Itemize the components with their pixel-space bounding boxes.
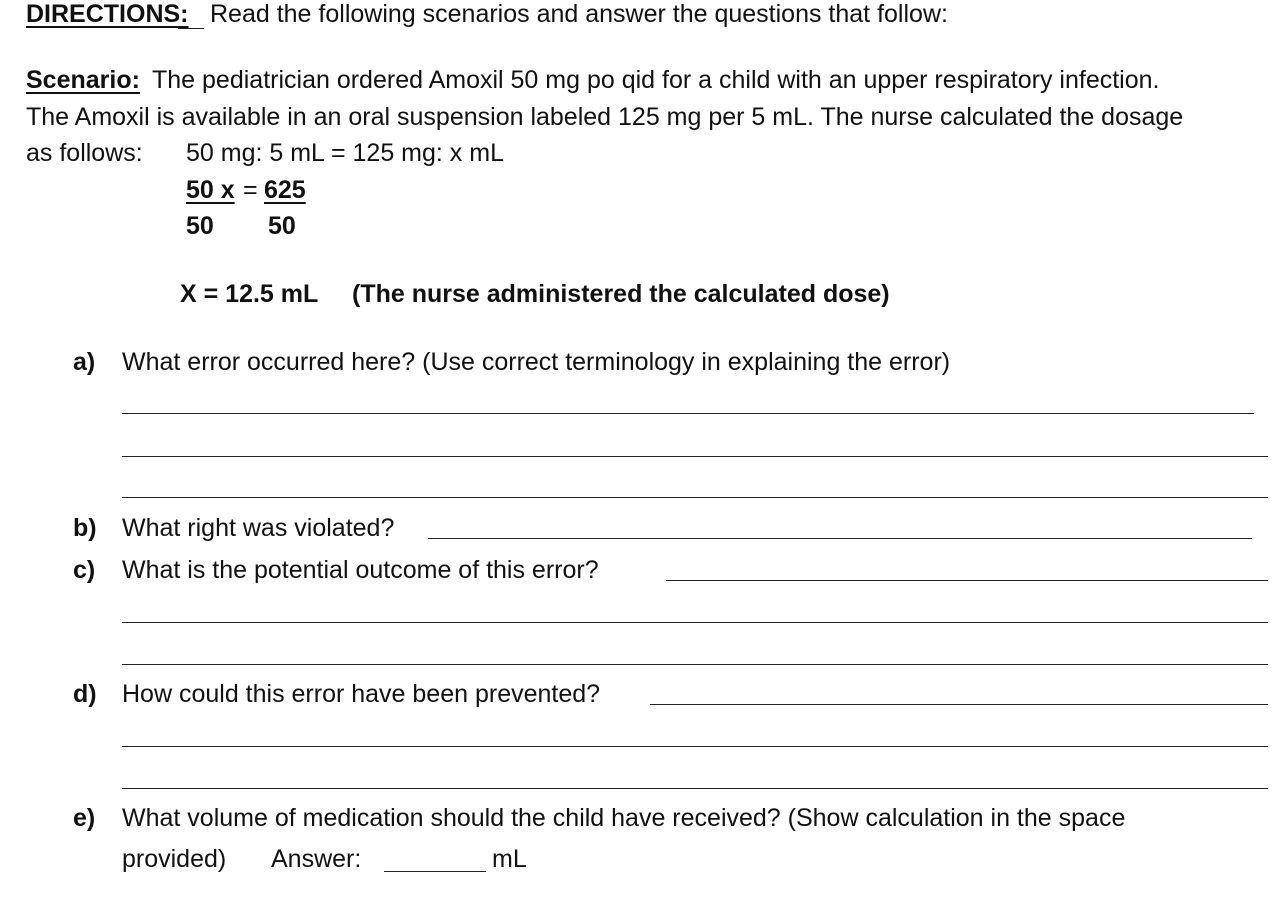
- answer-label: Answer:: [271, 845, 362, 873]
- directions-label: DIRECTIONS:: [26, 0, 189, 28]
- question-d-text: How could this error have been prevented?: [122, 680, 601, 708]
- answer-line-d-3: [122, 788, 1268, 789]
- answer-line-a-3: [122, 497, 1268, 498]
- question-e-text-continued: provided): [122, 845, 227, 873]
- calc-numerator-right: 625: [264, 176, 306, 204]
- answer-line-d-1: [650, 704, 1268, 705]
- question-b-text: What right was violated?: [122, 514, 395, 542]
- question-a-text: What error occurred here? (Use correct terminology in explaining the error): [122, 348, 951, 376]
- scenario-label: Scenario:: [26, 66, 140, 94]
- calc-note: (The nurse administered the calculated dose): [352, 280, 890, 308]
- calc-denominator-right: 50: [268, 212, 296, 240]
- calc-result: X = 12.5 mL: [180, 280, 319, 308]
- answer-unit: mL: [492, 845, 527, 873]
- answer-line-b: [428, 538, 1252, 539]
- answer-line-c-3: [122, 664, 1268, 665]
- question-c-text: What is the potential outcome of this error?: [122, 556, 599, 584]
- directions-text: Read the following scenarios and answer the questions that follow:: [210, 0, 948, 28]
- scenario-equation: 50 mg: 5 mL = 125 mg: x mL: [186, 139, 504, 167]
- answer-line-a-1: [122, 413, 1254, 414]
- answer-line-c-1: [666, 580, 1268, 581]
- scenario-line-3-prefix: as follows:: [26, 139, 143, 167]
- calc-denominator-left: 50: [186, 212, 214, 240]
- calc-numerator-left: 50 x: [186, 176, 235, 204]
- answer-line-d-2: [122, 746, 1268, 747]
- calc-equals: =: [243, 176, 258, 204]
- question-a-letter: a): [73, 348, 96, 376]
- question-b-letter: b): [73, 514, 97, 542]
- answer-blank-e: [384, 871, 486, 872]
- question-c-letter: c): [73, 556, 96, 584]
- directions-underline-rule: [178, 28, 204, 29]
- scenario-line-2: The Amoxil is available in an oral suspension labeled 125 mg per 5 mL. The nurse calculated the dosage: [26, 103, 1184, 131]
- answer-line-c-2: [122, 622, 1268, 623]
- answer-line-a-2: [122, 456, 1268, 457]
- scenario-line-1: The pediatrician ordered Amoxil 50 mg po qid for a child with an upper respiratory infection.: [152, 66, 1160, 94]
- question-d-letter: d): [73, 680, 97, 708]
- question-e-letter: e): [73, 804, 96, 832]
- question-e-text: What volume of medication should the child have received? (Show calculation in the space: [122, 804, 1126, 832]
